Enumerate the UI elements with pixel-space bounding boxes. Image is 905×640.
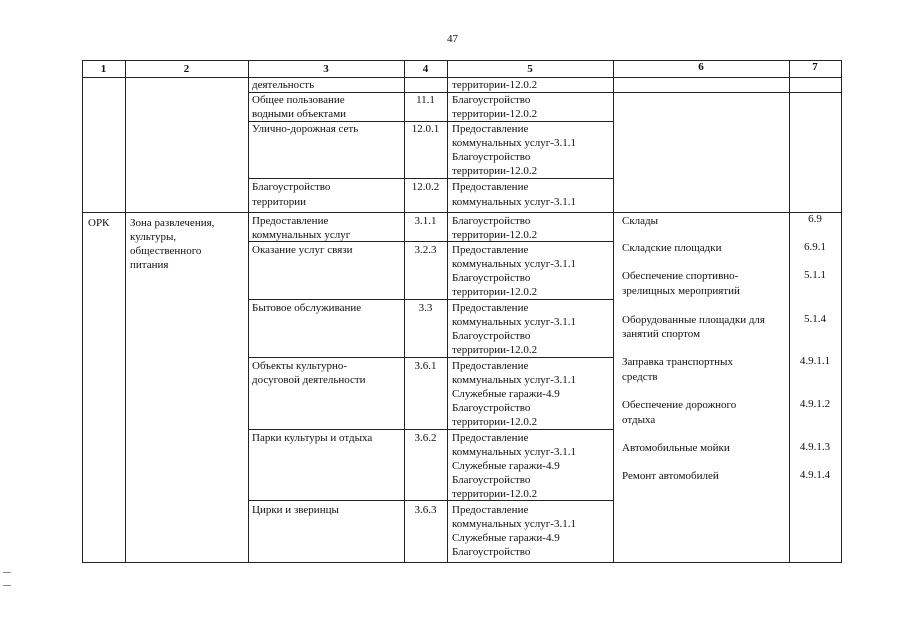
- zone-row-6-c5-l3: Служебные гаражи-4.9: [452, 532, 560, 544]
- zone-row-2-c3: Оказание услуг связи: [252, 244, 353, 256]
- zone-row-3-c4: 3.3: [418, 302, 433, 314]
- cell-top-r4-c5-l2: коммунальных услуг-3.1.1: [452, 196, 576, 208]
- cond-4-code: 5.1.4: [804, 313, 826, 325]
- header-col-2: 2: [183, 63, 190, 75]
- cond-5-name-l2: средств: [622, 371, 658, 383]
- row-border-top-3: [248, 178, 613, 179]
- zone-row-6-c5-l4: Благоустройство: [452, 546, 531, 558]
- cond-6-code: 4.9.1.2: [799, 398, 831, 410]
- scan-mark: [3, 585, 11, 586]
- cell-top-r3-c5-l4: территории-12.0.2: [452, 165, 538, 177]
- cond-7-name: Автомобильные мойки: [622, 442, 730, 454]
- zone-row-3-c3: Бытовое обслуживание: [252, 302, 362, 314]
- page-number: 47: [447, 33, 458, 45]
- zone-row-5-c5-l2: коммунальных услуг-3.1.1: [452, 446, 576, 458]
- zone-row-4-c5-l4: Благоустройство: [452, 402, 531, 414]
- zone-row-4-c4: 3.6.1: [414, 360, 437, 372]
- col-border-6: [613, 60, 614, 563]
- cond-5-name-l1: Заправка транспортных: [622, 356, 733, 368]
- cond-6-name-l2: отдыха: [622, 414, 656, 426]
- row-border-top-1b: [613, 92, 841, 93]
- zone-row-2-c5-l1: Предоставление: [452, 244, 529, 256]
- zone-row-3-c5-l4: территории-12.0.2: [452, 344, 538, 356]
- zone-row-6-c5-l2: коммунальных услуг-3.1.1: [452, 518, 576, 530]
- cond-7-code: 4.9.1.3: [799, 441, 831, 453]
- zone-row-1-c3-l2: коммунальных услуг: [252, 229, 351, 241]
- zone-row-4-c5-l5: территории-12.0.2: [452, 416, 538, 428]
- row-border-z5: [248, 500, 613, 501]
- row-border-z4: [248, 429, 613, 430]
- cond-8-code: 4.9.1.4: [799, 469, 831, 481]
- cell-top-r3-c5-l2: коммунальных услуг-3.1.1: [452, 137, 576, 149]
- zone-row-5-c5-l3: Служебные гаражи-4.9: [452, 460, 560, 472]
- zone-row-3-c5-l2: коммунальных услуг-3.1.1: [452, 316, 576, 328]
- cell-top-r1-c3: деятельность: [252, 79, 315, 91]
- cell-top-r1-c5: территории-12.0.2: [452, 79, 538, 91]
- zone-row-5-c5-l1: Предоставление: [452, 432, 529, 444]
- zone-row-6-c3: Цирки и зверинцы: [252, 504, 339, 516]
- row-border-z3: [248, 357, 613, 358]
- zone-row-3-c5-l1: Предоставление: [452, 302, 529, 314]
- zone-row-2-c5-l2: коммунальных услуг-3.1.1: [452, 258, 576, 270]
- cell-top-r4-c4: 12.0.2: [411, 181, 440, 193]
- cell-top-r2-c4: 11.1: [416, 94, 435, 106]
- cell-top-r3-c5-l1: Предоставление: [452, 123, 529, 135]
- zone-row-6-c5-l1: Предоставление: [452, 504, 529, 516]
- zone-row-4-c3-l2: досуговой деятельности: [252, 374, 366, 386]
- cond-3-name-l1: Обеспечение спортивно-: [622, 270, 739, 282]
- zone-row-6-c4: 3.6.3: [414, 504, 437, 516]
- zone-row-2-c4: 3.2.3: [414, 244, 437, 256]
- cond-2-name: Складские площадки: [622, 242, 722, 254]
- header-col-7: 7: [812, 61, 818, 73]
- zone-name-l4: питания: [130, 259, 169, 271]
- cond-4-name-l1: Оборудованные площадки для: [622, 314, 765, 326]
- cell-top-r2-c3-l1: Общее пользование: [252, 94, 345, 106]
- cond-3-name-l2: зрелищных мероприятий: [622, 285, 740, 297]
- cell-top-r3-c5-l3: Благоустройство: [452, 151, 531, 163]
- header-col-1: 1: [100, 63, 107, 75]
- cell-top-r4-c5-l1: Предоставление: [452, 181, 529, 193]
- table-bottom-border: [82, 562, 842, 563]
- zone-code: ОРК: [88, 217, 110, 229]
- cond-2-code: 6.9.1: [804, 241, 826, 253]
- zone-name-l1: Зона развлечения,: [130, 217, 215, 229]
- cond-1-code: 6.9: [808, 213, 822, 225]
- header-col-4: 4: [422, 63, 429, 75]
- cond-3-code: 5.1.1: [804, 269, 826, 281]
- header-col-6: 6: [698, 61, 704, 73]
- cell-top-r3-c4: 12.0.1: [411, 123, 440, 135]
- zone-row-5-c3: Парки культуры и отдыха: [252, 432, 373, 444]
- zone-row-5-c4: 3.6.2: [414, 432, 437, 444]
- col-border-5: [447, 60, 448, 563]
- row-border-z2: [248, 299, 613, 300]
- cond-5-code: 4.9.1.1: [799, 355, 831, 367]
- zone-name-l2: культуры,: [130, 231, 177, 243]
- header-col-3: 3: [323, 63, 329, 75]
- zone-row-4-c5-l3: Служебные гаражи-4.9: [452, 388, 560, 400]
- scan-mark: [3, 572, 11, 573]
- cond-6-name-l1: Обеспечение дорожного: [622, 399, 737, 411]
- cell-top-r2-c3-l2: водными объектами: [252, 108, 347, 120]
- zone-row-2-c5-l4: территории-12.0.2: [452, 286, 538, 298]
- col-border-3: [248, 60, 249, 563]
- zone-row-3-c5-l3: Благоустройство: [452, 330, 531, 342]
- col-border-1: [82, 60, 83, 563]
- cell-top-r3-c3: Улично-дорожная сеть: [252, 123, 359, 135]
- zone-row-1-c3-l1: Предоставление: [252, 215, 329, 227]
- zone-row-4-c3-l1: Объекты культурно-: [252, 360, 347, 372]
- cell-top-r2-c5-l1: Благоустройство: [452, 94, 531, 106]
- header-col-5: 5: [527, 63, 533, 75]
- col-border-8: [841, 60, 842, 563]
- cond-8-name: Ремонт автомобилей: [622, 470, 719, 482]
- cell-top-r4-c3-l2: территории: [252, 196, 307, 208]
- cond-4-name-l2: занятий спортом: [622, 328, 701, 340]
- zone-row-2-c5-l3: Благоустройство: [452, 272, 531, 284]
- zone-row-1-c5-l1: Благоустройство: [452, 215, 531, 227]
- zone-separator: [82, 212, 842, 213]
- col-border-2: [125, 60, 126, 563]
- cond-1-name: Склады: [622, 215, 659, 227]
- zone-name-l3: общественного: [130, 245, 202, 257]
- cell-top-r2-c5-l2: территории-12.0.2: [452, 108, 538, 120]
- cell-top-r4-c3-l1: Благоустройство: [252, 181, 331, 193]
- zone-row-5-c5-l4: Благоустройство: [452, 474, 531, 486]
- zone-row-4-c5-l1: Предоставление: [452, 360, 529, 372]
- zone-row-4-c5-l2: коммунальных услуг-3.1.1: [452, 374, 576, 386]
- zone-row-5-c5-l5: территории-12.0.2: [452, 488, 538, 500]
- zone-row-1-c5-l2: территории-12.0.2: [452, 229, 538, 241]
- zone-row-1-c4: 3.1.1: [414, 215, 437, 227]
